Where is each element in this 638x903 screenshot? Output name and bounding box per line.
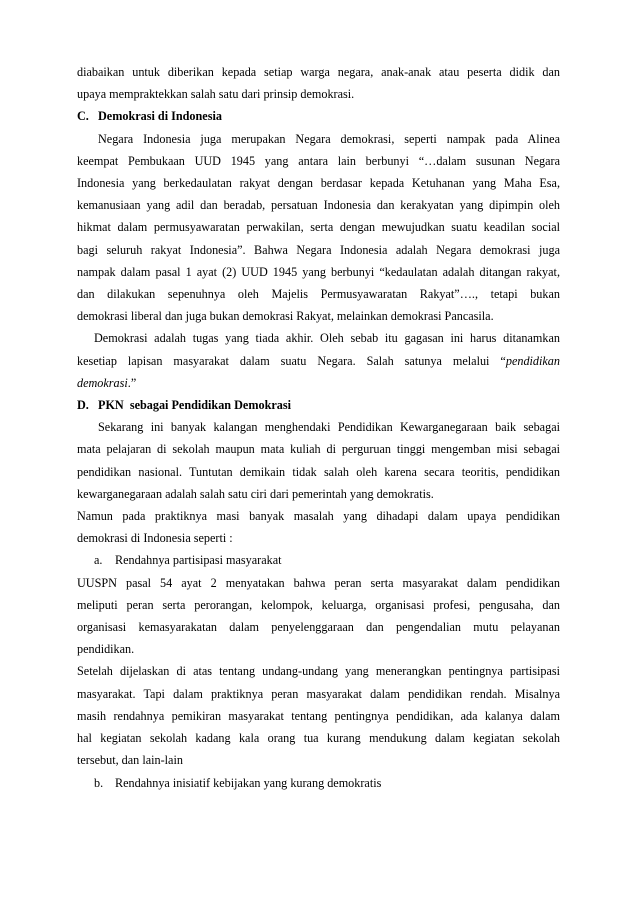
text-line: pendidikan nasional. Tuntutan demikain tidak salah oleh karena secara teoritis, pendidikan: [77, 464, 560, 479]
text-line: hal kegiatan sekolah kadang kala orang tua kurang mendukung dalam kegiatan sekolah: [77, 731, 560, 746]
document-page: [77, 61, 560, 794]
emphasis-text: demokrasi: [77, 375, 128, 390]
text-line: kemanusiaan yang adil dan beradab, persatuan Indonesia dan kerakyatan yang dipimpin oleh: [77, 198, 560, 213]
text-line: pendidikan.: [77, 642, 135, 657]
text-line: keempat Pembukaan UUD 1945 yang antara lain berbunyi “…dalam susunan Negara: [77, 153, 560, 168]
intro-paragraph: [77, 61, 560, 105]
section-d-heading: [77, 394, 560, 416]
section-c-paragraph-1: [77, 128, 560, 328]
text-line: Negara Indonesia juga merupakan Negara demokrasi, seperti nampak pada Alinea: [98, 131, 560, 146]
section-d-paragraph-4: [77, 660, 560, 771]
text-line: kewarganegaraan adalah salah satu ciri dari pemerintah yang demokratis.: [77, 486, 434, 501]
text-line: upaya mempraktekkan salah satu dari prinsip demokrasi.: [77, 87, 355, 102]
text-line: dan dilakukan sepenuhnya oleh Majelis Permusyawaratan Rakyat”…., tetapi bukan: [77, 287, 560, 302]
text-span: kesetiap lapisan masyarakat dalam suatu Negara. Salah satunya melalui “: [77, 353, 506, 368]
section-c-paragraph-2: [77, 327, 560, 394]
text-span: .”: [127, 375, 137, 390]
text-line: Indonesia yang berkedaulatan rakyat dengan berdasar kepada Ketuhanan yang Maha Esa,: [77, 176, 560, 191]
text-line: masyarakat. Tapi dalam praktiknya peran masyarakat dalam pendidikan rendah. Misalnya: [77, 686, 560, 701]
text-line: meliputi peran serta perorangan, kelompok, keluarga, organisasi profesi, pengusaha, dan: [77, 597, 560, 612]
text-line: mata pelajaran di sekolah maupun mata kuliah di perguruan tinggi mengemban misi sebagai: [77, 442, 560, 457]
emphasis-text: pendidikan: [505, 353, 560, 368]
text-line: Setelah dijelaskan di atas tentang undang-undang yang menerangkan pentingnya partisipasi: [77, 664, 560, 679]
text-line: [77, 350, 560, 372]
text-line: organisasi kemasyarakatan dalam penyelenggaraan dan pengendalian mutu pelayanan: [77, 620, 560, 635]
text-line: bagi seluruh rakyat Indonesia”. Bahwa Negara Indonesia adalah Negara demokrasi juga: [77, 242, 560, 257]
section-title: Demokrasi di Indonesia: [98, 109, 222, 124]
list-item-a: [77, 549, 560, 571]
text-line: nampak dalam pasal 1 ayat (2) UUD 1945 yang berbunyi “kedaulatan adalah ditangan rakyat,: [77, 264, 560, 279]
list-label: a.: [94, 553, 103, 568]
text-line: demokrasi di Indonesia seperti :: [77, 531, 233, 546]
list-text: Rendahnya inisiatif kebijakan yang kurang demokratis: [115, 775, 382, 790]
text-line: UUSPN pasal 54 ayat 2 menyatakan bahwa peran serta masyarakat dalam pendidikan: [77, 575, 560, 590]
text-line: Demokrasi adalah tugas yang tiada akhir. Oleh sebab itu gagasan ini harus ditanamkan: [94, 331, 560, 346]
list-text: Rendahnya partisipasi masyarakat: [115, 553, 282, 568]
section-c-heading: [77, 105, 560, 127]
section-d-paragraph-1: [77, 416, 560, 505]
text-line: Sekarang ini banyak kalangan menghendaki Pendidikan Kewarganegaraan baik sebagai: [98, 420, 560, 435]
text-line: tersebut, dan lain-lain: [77, 753, 183, 768]
section-d-paragraph-3: [77, 572, 560, 661]
section-label: D.: [77, 398, 89, 413]
section-label: C.: [77, 109, 89, 124]
section-d-paragraph-2: [77, 505, 560, 549]
list-item-b: [77, 772, 560, 794]
text-line: hikmat dalam permusyawaratan perwakilan, serta dengan mewujudkan suatu keadilan social: [77, 220, 560, 235]
text-line: [77, 372, 560, 394]
section-title: PKN sebagai Pendidikan Demokrasi: [98, 398, 291, 413]
text-line: demokrasi liberal dan juga bukan demokrasi Rakyat, melainkan demokrasi Pancasila.: [77, 309, 494, 324]
text-line: masih rendahnya pemikiran masyarakat tentang pentingnya pendidikan, ada kalanya dalam: [77, 708, 560, 723]
text-line: Namun pada praktiknya masi banyak masalah yang dihadapi dalam upaya pendidikan: [77, 509, 560, 524]
text-line: diabaikan untuk diberikan kepada setiap warga negara, anak-anak atau peserta didik dan: [77, 65, 560, 79]
list-label: b.: [94, 775, 104, 790]
